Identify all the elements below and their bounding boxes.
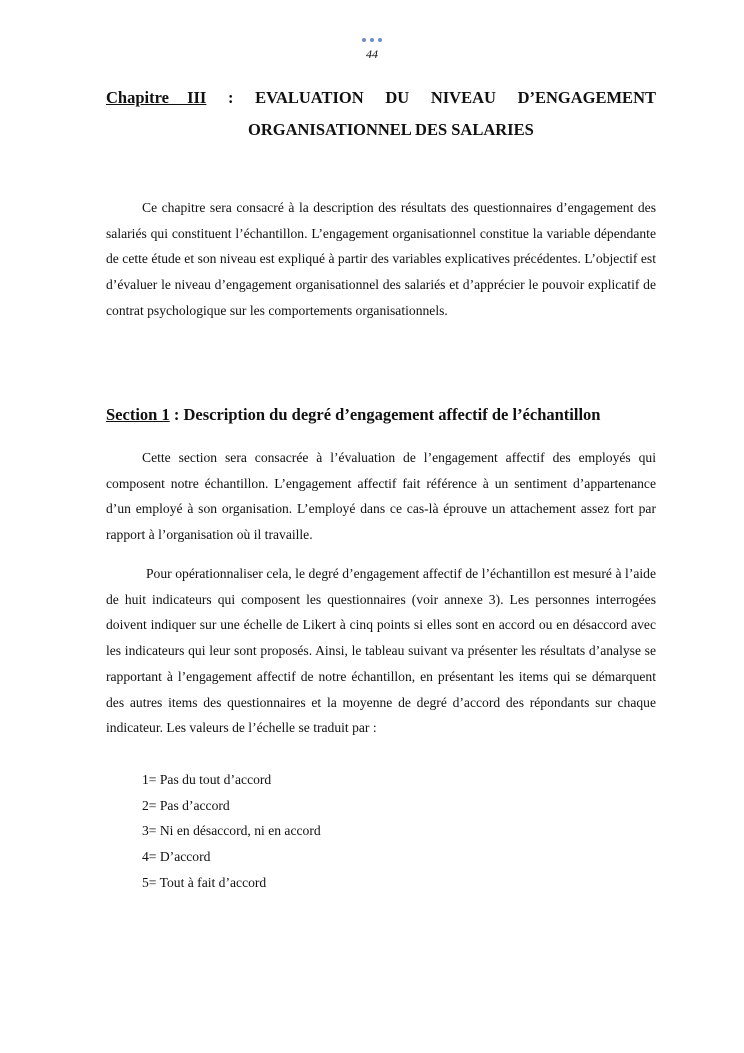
page-header	[0, 38, 744, 62]
page-number: 44	[366, 47, 378, 61]
decorative-dots-icon	[0, 38, 744, 46]
chapter-heading	[106, 88, 656, 139]
section-paragraph-2: Pour opérationnaliser cela, le degré d’engagement affectif de l’échantillon est mesuré à l’aide de huit indicateurs qui composent les questionnaires (voir annexe 3). Les personnes interrogées doivent indiquer sur une échelle de Likert à cinq points si elles sont en accord ou en désaccord avec les indicateurs qui leur sont proposés. Ainsi, le tableau suivant va présenter les résultats d’analyse se rapportant à l’engagement affectif de notre échantillon, en présentant les items qui se démarquent des autres items des questionnaires et la moyenne de degré d’accord des répondants sur chaque indicateur. Les valeurs de l’échelle se traduit par :	[106, 566, 656, 736]
chapter-title-line2: ORGANISATIONNEL DES SALARIES	[248, 120, 534, 139]
likert-scale-list	[142, 767, 321, 896]
section-label: Section 1	[106, 405, 170, 424]
section-paragraph-1: Cette section sera consacrée à l’évaluation de l’engagement affectif des employés qui composent notre échantillon. L’engagement affectif fait référence à un sentiment d’appartenance d’un employé à son organisation. L’employé dans ce cas-là éprouve un attachement assez fort par rapport à l’organisation où il travaille.	[106, 450, 656, 543]
list-item: 5= Tout à fait d’accord	[142, 874, 267, 890]
chapter-title-word: D’ENGAGEMENT	[517, 88, 656, 107]
chapter-title-word: EVALUATION	[255, 88, 364, 107]
list-item: 3= Ni en désaccord, ni en accord	[142, 823, 321, 839]
chapter-label: Chapitre III	[106, 88, 207, 107]
section-heading	[106, 405, 600, 425]
chapter-colon: :	[228, 88, 234, 107]
intro-paragraph: Ce chapitre sera consacré à la description des résultats des questionnaires d’engagement des salariés qui constituent l’échantillon. L’engagement organisationnel constitue la variable dépendante de cette étude et son niveau est expliqué à partir des variables explicatives précédentes. L’objectif est d’évaluer le niveau d’engagement organisationnel des salariés et d’apprécier le pouvoir explicatif de contrat psychologique sur les comportements organisationnels.	[106, 200, 656, 318]
list-item: 1= Pas du tout d’accord	[142, 772, 272, 787]
chapter-title-word: DU	[385, 88, 410, 107]
list-item: 2= Pas d’accord	[142, 797, 230, 813]
chapter-title-word: NIVEAU	[430, 88, 496, 107]
list-item: 4= D’accord	[142, 849, 211, 865]
section-title: : Description du degré d’engagement affectif de l’échantillon	[169, 405, 601, 424]
